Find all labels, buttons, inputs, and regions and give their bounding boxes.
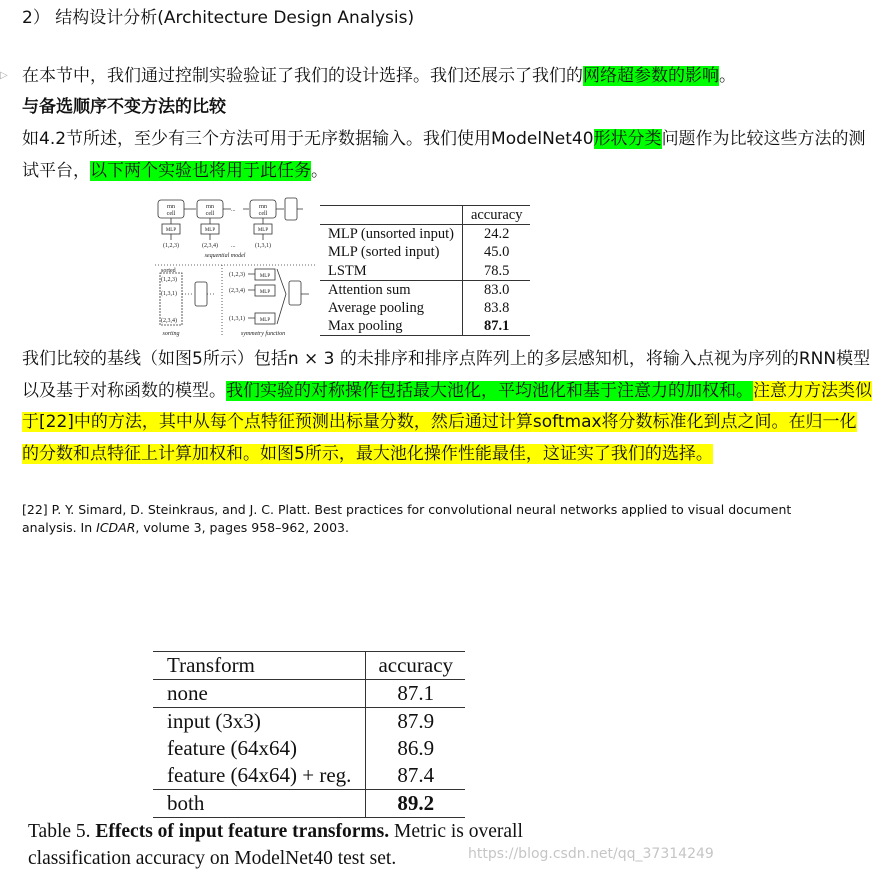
cell: 87.9 bbox=[366, 708, 465, 736]
table5-caption bbox=[28, 818, 628, 872]
label: (1,2,3) bbox=[161, 277, 177, 283]
label: sorting bbox=[162, 331, 180, 337]
label: (1,3,1) bbox=[229, 316, 245, 322]
paragraph-intro bbox=[22, 61, 872, 93]
label: (1,3,1) bbox=[255, 243, 271, 249]
row-label: feature (64x64) + reg. bbox=[167, 763, 352, 787]
column-header: accuracy bbox=[462, 206, 530, 225]
highlight-yellow: 注意力方法类似于[22]中的方法，其中从每个点特征预测出标量分数，然后通过计算softmax将分数标准化到点之间。在归一化的分数和点特征上计算加权和。如图5所示，最大池化操作性能最佳，这证实了我们的选择。 bbox=[22, 380, 872, 464]
cell: 86.9 bbox=[366, 735, 465, 762]
text: 。 bbox=[311, 160, 328, 181]
label: (2,3,4) bbox=[161, 318, 177, 324]
paragraph-comparison bbox=[22, 124, 872, 187]
cell: 83.8 bbox=[462, 299, 530, 317]
highlight-green: 以下两个实验也将用于此任务 bbox=[90, 160, 311, 181]
label: MLP bbox=[165, 228, 177, 233]
label: MLP bbox=[259, 318, 271, 323]
cell: 87.1 bbox=[366, 680, 465, 708]
highlight-green: 。 bbox=[736, 380, 753, 401]
figure-architecture-diagram bbox=[155, 197, 315, 337]
label: rnn bbox=[206, 204, 214, 210]
row-label: Max pooling bbox=[328, 318, 403, 335]
figure5-accuracy-table bbox=[320, 205, 530, 336]
label: (1,2,3) bbox=[229, 272, 245, 278]
row-label: feature (64x64) bbox=[167, 736, 298, 760]
text: 在本节中，我们通过控制实验验证了我们的设计选择。我们还展示了我们的 bbox=[22, 66, 583, 86]
label: (2,3,4) bbox=[229, 288, 245, 294]
caption-label: Table 5. bbox=[28, 821, 91, 842]
column-header: accuracy bbox=[366, 652, 465, 680]
cell: 87.4 bbox=[366, 762, 465, 790]
highlight-green: 网络超参数的影响 bbox=[583, 66, 719, 86]
label: ... bbox=[231, 207, 236, 213]
row-label: MLP (unsorted input) bbox=[328, 226, 454, 243]
column-header: Transform bbox=[167, 653, 255, 677]
text: , volume 3, pages 958–962, 2003. bbox=[135, 520, 349, 535]
label: MLP bbox=[259, 274, 271, 279]
row-label: input (3x3) bbox=[167, 709, 261, 733]
label: MLP bbox=[259, 290, 271, 295]
table5 bbox=[153, 651, 465, 818]
section-title: 2） 结构设计分析(Architecture Design Analysis) bbox=[22, 8, 415, 28]
text: [22] P. Y. Simard, D. Steinkraus, and J. C. Platt. Best practices for convolutional neural networks applied to visual document analysis. In bbox=[22, 502, 792, 535]
label: (1,3,1) bbox=[161, 291, 177, 297]
label: MLP bbox=[204, 228, 216, 233]
reference-22 bbox=[22, 501, 822, 537]
paragraph-baselines bbox=[22, 344, 872, 470]
venue: ICDAR bbox=[96, 520, 136, 535]
watermark: https://blog.csdn.net/qq_37314249 bbox=[468, 846, 714, 862]
cell: 78.5 bbox=[462, 262, 530, 281]
row-label: MLP (sorted input) bbox=[328, 244, 440, 261]
highlight-green: 形状分类 bbox=[593, 129, 662, 149]
label: (2,3,4) bbox=[202, 243, 218, 249]
label: sorted bbox=[161, 268, 176, 274]
text: 我们比较的基线（如图5所示）包括n × 3 的未排序和排序点阵列上的多层感知机，将输入点视为序列的RNN模型以及基于对称函数的模型。 bbox=[22, 349, 871, 401]
row-label: Attention sum bbox=[328, 281, 411, 298]
cell: 83.0 bbox=[462, 280, 530, 299]
subheading: 与备选顺序不变方法的比较 bbox=[22, 97, 226, 117]
cell: 87.1 bbox=[462, 317, 530, 336]
row-label: Average pooling bbox=[328, 300, 424, 317]
label: cell bbox=[166, 211, 176, 217]
label: ... bbox=[231, 243, 236, 249]
row-label: both bbox=[167, 791, 205, 815]
row-label: LSTM bbox=[328, 262, 367, 279]
label: rnn bbox=[167, 204, 175, 210]
label: cell bbox=[258, 211, 268, 217]
collapse-marker-icon[interactable]: ▷ bbox=[0, 70, 8, 81]
label: cell bbox=[205, 211, 215, 217]
label: symmetry function bbox=[240, 331, 286, 337]
cell: 89.2 bbox=[366, 790, 465, 818]
row-label: none bbox=[167, 681, 208, 705]
label: rnn bbox=[259, 204, 267, 210]
label: MLP bbox=[257, 228, 269, 233]
text: 。 bbox=[719, 66, 736, 86]
label: sequential model bbox=[204, 253, 246, 259]
highlight-green: 我们实验的对称操作包括最大池化，平均池化和基于注意力的加权和 bbox=[226, 380, 736, 401]
cell: 45.0 bbox=[462, 243, 530, 261]
label: (1,2,3) bbox=[163, 243, 179, 249]
text: 如4.2节所述，至少有三个方法可用于无序数据输入。我们使用ModelNet40 bbox=[22, 129, 594, 149]
caption-title: Effects of input feature transforms. bbox=[95, 821, 390, 842]
cell: 24.2 bbox=[462, 225, 530, 244]
text: 问题作为比较这些方法的测试平台， bbox=[22, 129, 866, 181]
caption-text: Metric is overall classification accuracy on ModelNet40 test set. bbox=[28, 821, 523, 869]
